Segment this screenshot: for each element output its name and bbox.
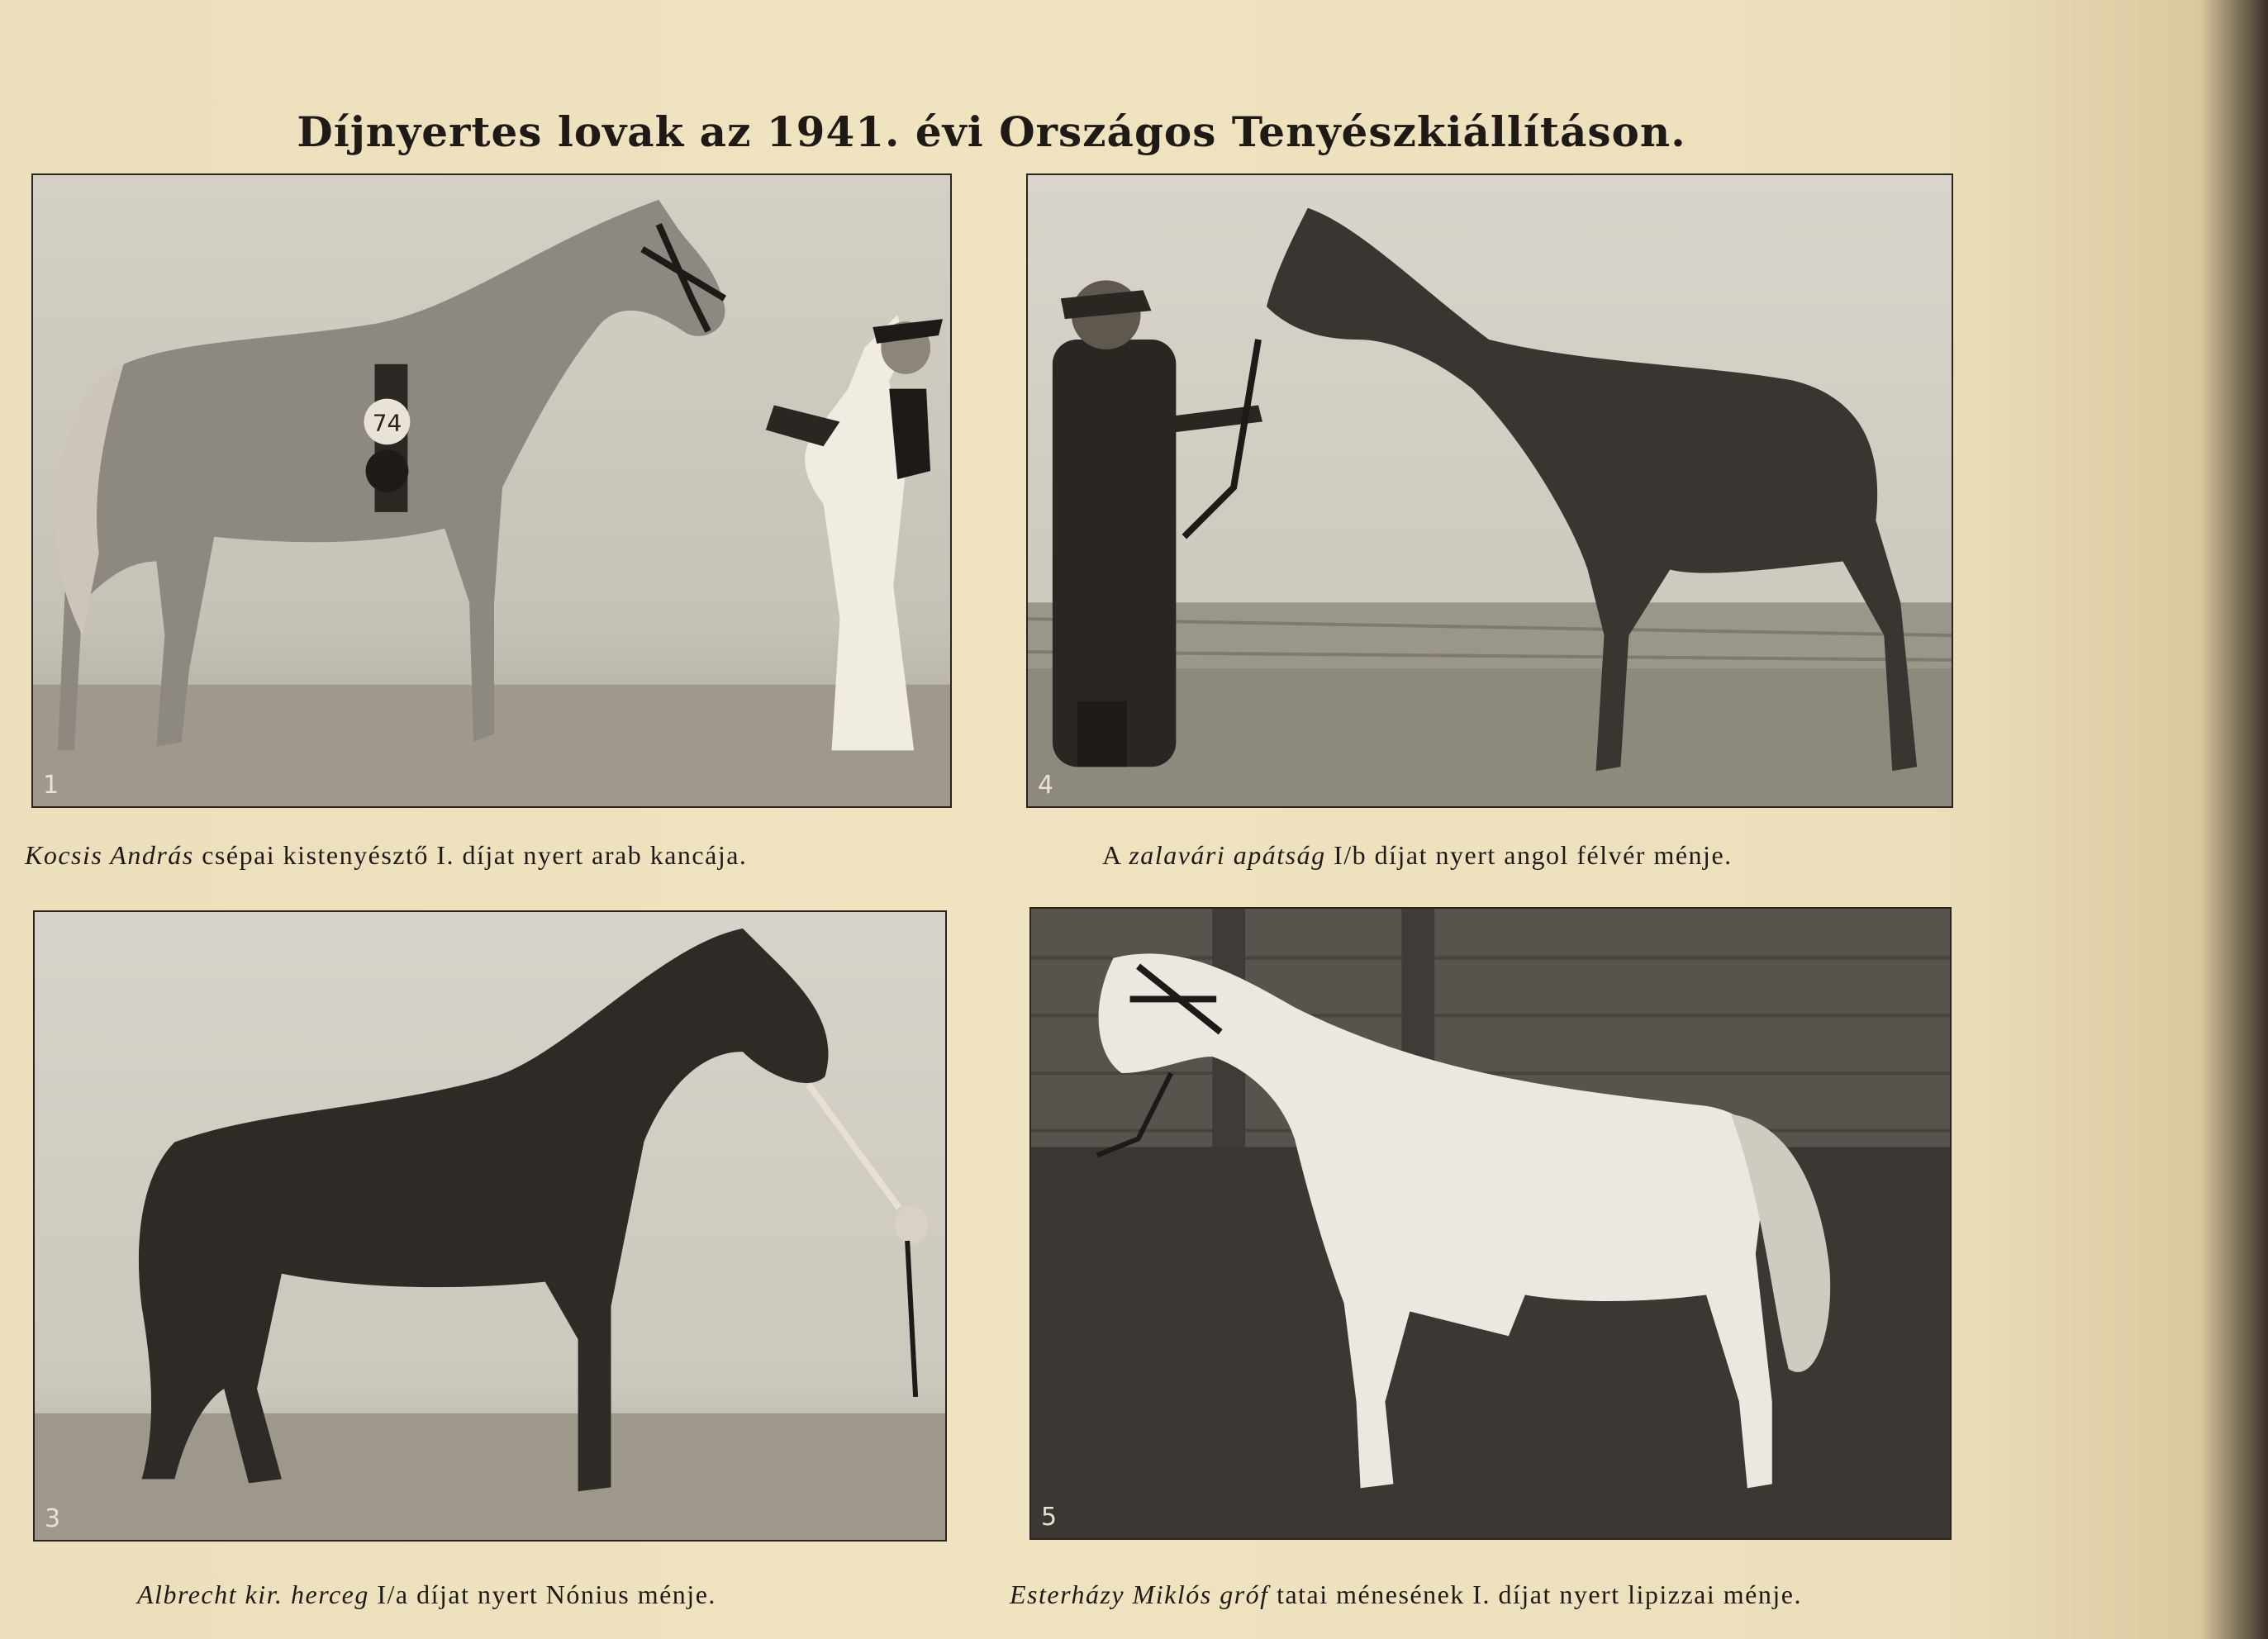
caption-text: tatai ménesének I. díjat nyert lipizzai ménje. [1268,1580,1802,1609]
photo-number: 5 [1041,1503,1058,1532]
photo-arab-mare [31,173,952,808]
caption-owner: Kocsis András [25,840,194,870]
half-bred-stallion-image [1028,175,1952,806]
badge-number: 74 [372,409,402,437]
caption-owner: Albrecht kir. herceg [137,1580,369,1609]
caption-text: I/a díjat nyert Nónius ménje. [368,1580,716,1609]
caption-half-bred-stallion [1102,840,1733,871]
page-title: Díjnyertes lovak az 1941. évi Országos Tenyészkiállításon. [297,107,1686,156]
caption-nonius-stallion [137,1580,716,1610]
caption-text: csépai kistenyésztő I. díjat nyert arab kancája. [193,840,748,870]
caption-lipizzaner-stallion [1010,1580,1802,1610]
caption-arab-mare [25,840,747,871]
nonius-stallion-image [35,912,945,1540]
lipizzaner-stallion-image [1031,909,1950,1538]
photo-number: 1 [43,771,59,800]
caption-owner: zalavári apátság [1129,840,1326,870]
caption-prefix: A [1102,840,1129,870]
photo-nonius-stallion [33,910,947,1542]
caption-owner: Esterházy Miklós gróf [1010,1580,1269,1609]
arab-mare-image [33,175,950,806]
caption-text: I/b díjat nyert angol félvér ménje. [1325,840,1733,870]
photo-lipizzaner-stallion [1029,907,1952,1540]
photo-number: 3 [45,1504,61,1533]
photo-number: 4 [1038,771,1054,800]
photo-half-bred-stallion [1026,173,1953,808]
